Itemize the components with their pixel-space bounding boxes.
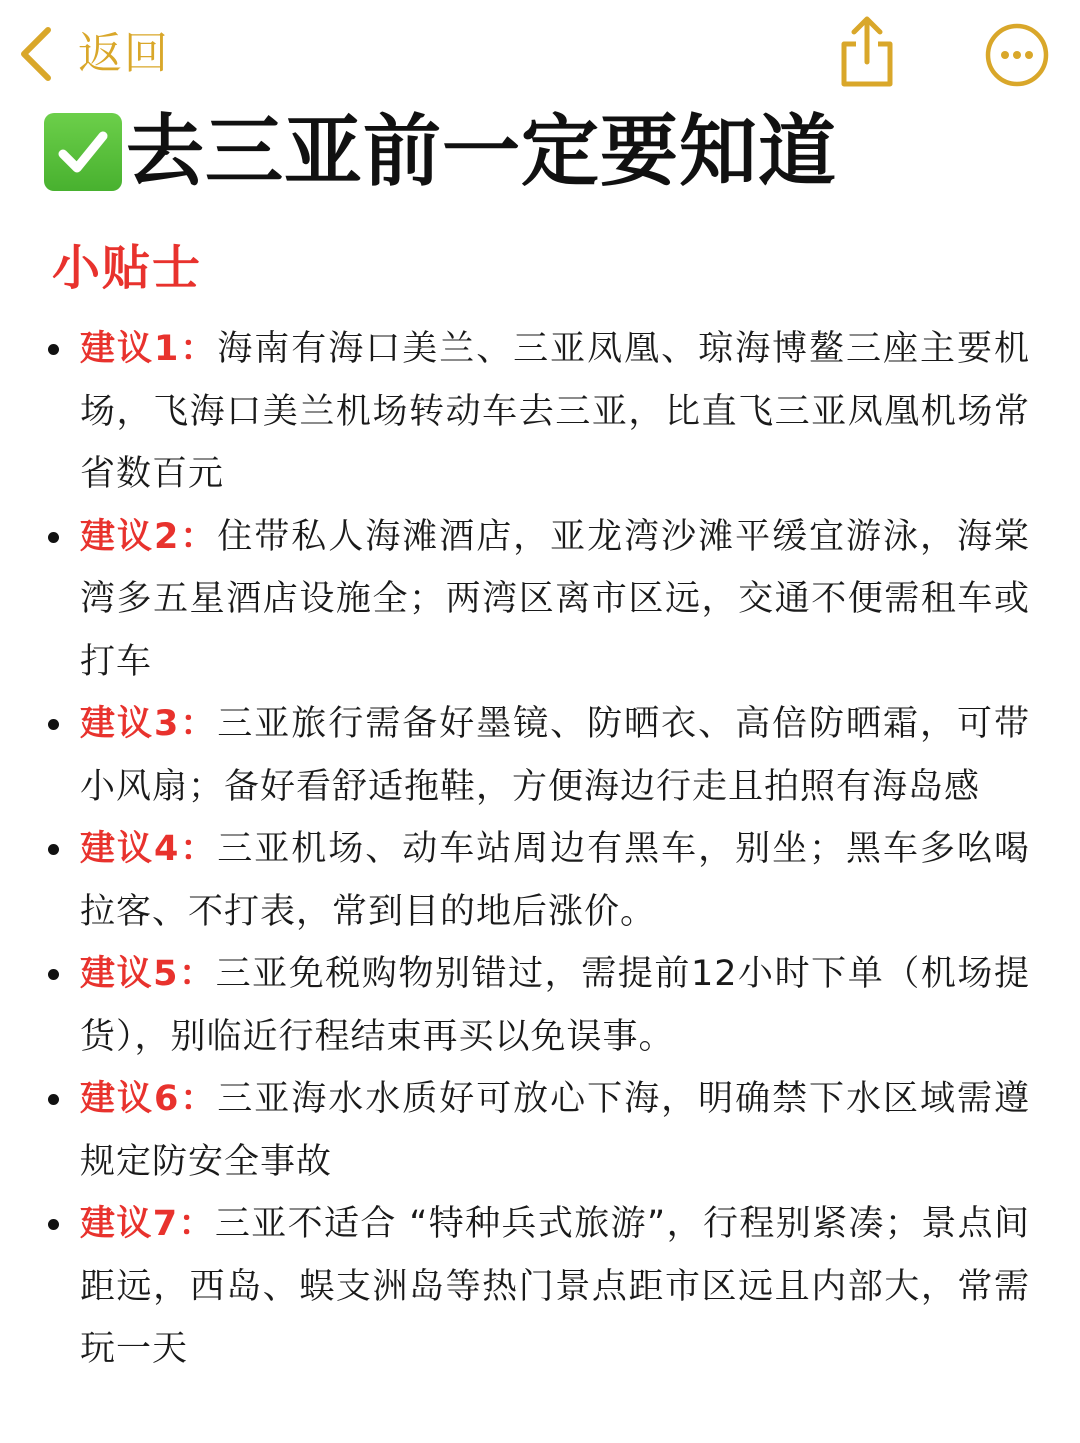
tip-item	[40, 1068, 1030, 1193]
tip-text: 住带私人海滩酒店，亚龙湾沙滩平缓宜游泳，海棠湾多五星酒店设施全；两湾区离市区远，交通不便需租车或打车	[80, 516, 1030, 682]
navigation-bar	[0, 0, 1080, 110]
tip-item	[40, 943, 1030, 1068]
tip-text: 三亚免税购物别错过，需提前12小时下单（机场提货），别临近行程结束再买以免误事。	[80, 954, 1030, 1057]
page-title: 去三亚前一定要知道	[126, 107, 838, 197]
bullet-icon	[48, 844, 59, 855]
tip-label: 建议1：	[80, 329, 218, 369]
tip-label: 建议2：	[80, 516, 218, 557]
tip-item	[40, 818, 1030, 943]
more-icon	[984, 22, 1050, 88]
tip-item	[40, 506, 1030, 694]
tip-text: 三亚旅行需备好墨镜、防晒衣、高倍防晒霜，可带小风扇；备好看舒适拖鞋，方便海边行走且拍照有海岛感	[80, 704, 1030, 807]
tip-label: 建议3：	[80, 704, 218, 744]
tip-text: 三亚不适合 “特种兵式旅游”，行程别紧凑；景点间距远，西岛、蜈支洲岛等热门景点距市区远且内部大，常需玩一天	[80, 1204, 1030, 1369]
tip-label: 建议6：	[80, 1079, 218, 1119]
bullet-icon	[48, 532, 59, 543]
bullet-icon	[48, 719, 59, 730]
share-button[interactable]	[832, 14, 902, 90]
bullet-icon	[48, 344, 59, 355]
title-row	[44, 107, 838, 197]
tip-label: 建议4：	[80, 829, 218, 869]
bullet-icon	[48, 969, 59, 980]
tip-text: 海南有海口美兰、三亚凤凰、琼海博鳌三座主要机场，飞海口美兰机场转动车去三亚，比直飞三亚凤凰机场常省数百元	[80, 329, 1030, 494]
tip-text: 三亚机场、动车站周边有黑车，别坐；黑车多吆喝拉客、不打表，常到目的地后涨价。	[80, 829, 1030, 932]
back-label: 返回	[78, 28, 170, 79]
section-heading: 小贴士	[52, 240, 203, 296]
check-mark-icon	[44, 113, 122, 191]
tip-item	[40, 1193, 1030, 1381]
tip-text: 三亚海水水质好可放心下海，明确禁下水区域需遵规定防安全事故	[80, 1079, 1030, 1182]
back-button[interactable]	[18, 24, 170, 84]
tip-item	[40, 318, 1030, 506]
tips-list	[40, 318, 1030, 1381]
more-button[interactable]	[984, 22, 1050, 88]
share-icon	[832, 14, 902, 90]
tip-label: 建议7：	[80, 1204, 215, 1244]
chevron-left-icon	[18, 26, 54, 82]
tip-item	[40, 693, 1030, 818]
tip-label: 建议5：	[80, 954, 216, 994]
bullet-icon	[48, 1219, 59, 1230]
bullet-icon	[48, 1094, 59, 1105]
